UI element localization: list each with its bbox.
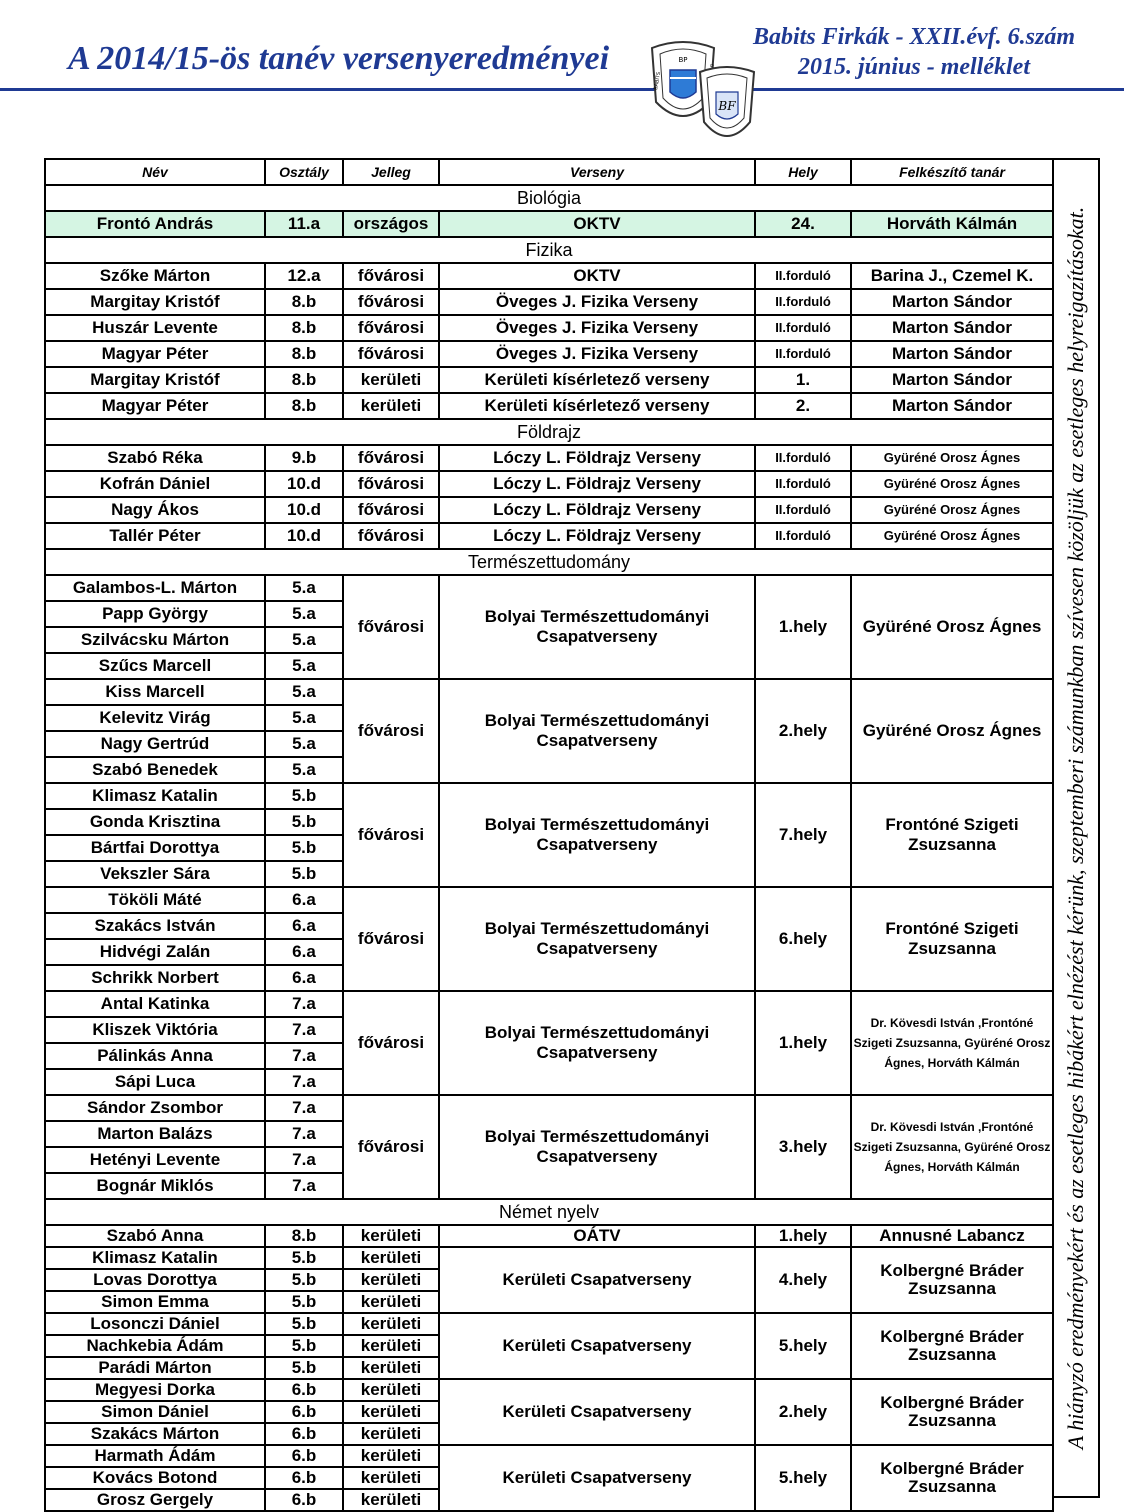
class: 10.d [265,497,343,523]
level: kerületi [343,1401,439,1423]
col-header-name: Név [45,159,265,185]
place: 6.hely [755,887,851,991]
place: 5.hely [755,1445,851,1511]
class: 6.a [265,965,343,991]
class: 5.a [265,679,343,705]
table-row [45,575,1053,601]
level: országos [343,211,439,237]
student-name: Antal Katinka [45,991,265,1017]
place: 2. [755,393,851,419]
class: 6.a [265,913,343,939]
student-name: Kelevitz Virág [45,705,265,731]
student-name: Kliszek Viktória [45,1017,265,1043]
col-header-competition: Verseny [439,159,755,185]
table-row [45,367,1053,393]
student-name: Simon Emma [45,1291,265,1313]
section-title: Földrajz [45,419,1053,445]
class: 11.a [265,211,343,237]
competition: Kerületi kísérletező verseny [439,367,755,393]
competition: Kerületi Csapatverseny [439,1379,755,1445]
place: 1.hely [755,1225,851,1247]
class: 10.d [265,523,343,549]
level: fővárosi [343,991,439,1095]
student-name: Vekszler Sára [45,861,265,887]
section-title: Természettudomány [45,549,1053,575]
teacher: Kolbergné Bráder Zsuzsanna [851,1445,1053,1511]
student-name: Harmath Ádám [45,1445,265,1467]
issue-line-1: Babits Firkák - XXII.évf. 6.szám [752,24,1076,50]
competition: Bolyai Természettudományi Csapatverseny [439,575,755,679]
class: 6.b [265,1445,343,1467]
col-header-class: Osztály [265,159,343,185]
class: 5.b [265,809,343,835]
table-row [45,679,1053,705]
side-note: A hiányzó eredményekért és az esetleges hibákért elnézést kérünk, szeptemberi számunkban szívesen közöljük az esetleges helyreigazításokat. [1063,206,1088,1450]
level: fővárosi [343,471,439,497]
table-row [45,1313,1053,1335]
place: II.forduló [755,263,851,289]
competition: Öveges J. Fizika Verseny [439,315,755,341]
page-title: A 2014/15-ös tanév versenyeredményei [68,40,610,77]
section-title: Fizika [45,237,1053,263]
level: kerületi [343,1379,439,1401]
place: 1. [755,367,851,393]
table-row [45,991,1053,1017]
student-name: Parádi Márton [45,1357,265,1379]
class: 6.b [265,1467,343,1489]
teacher: Frontóné Szigeti Zsuzsanna [851,887,1053,991]
section-title: Német nyelv [45,1199,1053,1225]
student-name: Magyar Péter [45,341,265,367]
page-header [0,0,1124,150]
class: 7.a [265,1147,343,1173]
teacher: Kolbergné Bráder Zsuzsanna [851,1379,1053,1445]
teacher: Frontóné Szigeti Zsuzsanna [851,783,1053,887]
teacher: Marton Sándor [851,315,1053,341]
teacher: Annusné Labancz [851,1225,1053,1247]
student-name: Nagy Gertrúd [45,731,265,757]
level: fővárosi [343,575,439,679]
class: 5.b [265,1357,343,1379]
student-name: Bártfai Dorottya [45,835,265,861]
competition: OKTV [439,211,755,237]
student-name: Klimasz Katalin [45,783,265,809]
teacher: Gyüréné Orosz Ágnes [851,471,1053,497]
student-name: Szabó Réka [45,445,265,471]
table-row [45,497,1053,523]
student-name: Szabó Benedek [45,757,265,783]
level: kerületi [343,1291,439,1313]
table-row [45,471,1053,497]
level: fővárosi [343,523,439,549]
logo-text-left: BABITS [653,71,663,91]
place: II.forduló [755,445,851,471]
place: II.forduló [755,497,851,523]
class: 5.a [265,731,343,757]
col-header-level: Jelleg [343,159,439,185]
teacher: Barina J., Czemel K. [851,263,1053,289]
competition: OKTV [439,263,755,289]
table-row [45,523,1053,549]
competition: Kerületi Csapatverseny [439,1445,755,1511]
student-name: Grosz Gergely [45,1489,265,1511]
class: 5.a [265,601,343,627]
level: fővárosi [343,289,439,315]
student-name: Simon Dániel [45,1401,265,1423]
class: 6.a [265,939,343,965]
class: 6.b [265,1423,343,1445]
student-name: Kofrán Dániel [45,471,265,497]
student-name: Hetényi Levente [45,1147,265,1173]
competition: Lóczy L. Földrajz Verseny [439,471,755,497]
place: 3.hely [755,1095,851,1199]
student-name: Megyesi Dorka [45,1379,265,1401]
table-row [45,445,1053,471]
table-row [45,341,1053,367]
competition: Bolyai Természettudományi Csapatverseny [439,887,755,991]
issue-info [734,22,1094,82]
col-header-teacher: Felkészítő tanár [851,159,1053,185]
competition: Lóczy L. Földrajz Verseny [439,497,755,523]
logo-text-top: BP [678,56,688,64]
table-header-row [45,159,1053,185]
student-name: Losonczi Dániel [45,1313,265,1335]
teacher: Kolbergné Bráder Zsuzsanna [851,1313,1053,1379]
class: 8.b [265,341,343,367]
issue-line-2: 2015. június - melléklet [797,54,1030,80]
place: 2.hely [755,679,851,783]
class: 6.b [265,1489,343,1511]
competition: Bolyai Természettudományi Csapatverseny [439,679,755,783]
table-row [45,263,1053,289]
student-name: Szűcs Marcell [45,653,265,679]
student-name: Margitay Kristóf [45,367,265,393]
level: kerületi [343,1335,439,1357]
results-body [45,185,1053,1511]
competition: Kerületi Csapatverseny [439,1313,755,1379]
level: kerületi [343,1269,439,1291]
teacher: Dr. Kövesdi István ,Frontóné Szigeti Zsuzsanna, Gyüréné Orosz Ágnes, Horváth Kálmán [851,991,1053,1095]
section-row-nemet [45,1199,1053,1225]
student-name: Szakács Márton [45,1423,265,1445]
place: II.forduló [755,289,851,315]
class: 5.a [265,705,343,731]
student-name: Marton Balázs [45,1121,265,1147]
class: 10.d [265,471,343,497]
student-name: Nachkebia Ádám [45,1335,265,1357]
place: 4.hely [755,1247,851,1313]
place: 1.hely [755,575,851,679]
teacher: Gyüréné Orosz Ágnes [851,497,1053,523]
student-name: Lovas Dorottya [45,1269,265,1291]
table-row [45,315,1053,341]
competition: Kerületi kísérletező verseny [439,393,755,419]
table-row [45,1445,1053,1467]
place: II.forduló [755,315,851,341]
teacher: Dr. Kövesdi István ,Frontóné Szigeti Zsuzsanna, Gyüréné Orosz Ágnes, Horváth Kálmán [851,1095,1053,1199]
class: 5.a [265,757,343,783]
class: 5.b [265,1335,343,1357]
student-name: Margitay Kristóf [45,289,265,315]
class: 8.b [265,315,343,341]
teacher: Gyüréné Orosz Ágnes [851,679,1053,783]
place: 7.hely [755,783,851,887]
place: 1.hely [755,991,851,1095]
table-row [45,783,1053,809]
level: fővárosi [343,263,439,289]
section-row-termtud [45,549,1053,575]
table-row [45,289,1053,315]
level: fővárosi [343,315,439,341]
place: 5.hely [755,1313,851,1379]
class: 6.a [265,887,343,913]
class: 9.b [265,445,343,471]
student-name: Szőke Márton [45,263,265,289]
teacher: Marton Sándor [851,341,1053,367]
student-name: Szilvácsku Márton [45,627,265,653]
class: 5.b [265,861,343,887]
class: 5.b [265,1269,343,1291]
teacher: Marton Sándor [851,289,1053,315]
table-row [45,1379,1053,1401]
teacher: Marton Sándor [851,393,1053,419]
competition: Lóczy L. Földrajz Verseny [439,445,755,471]
level: fővárosi [343,783,439,887]
teacher: Gyüréné Orosz Ágnes [851,523,1053,549]
place: 2.hely [755,1379,851,1445]
results-table [44,158,1054,1512]
competition: Öveges J. Fizika Verseny [439,289,755,315]
level: kerületi [343,1445,439,1467]
table-row [45,887,1053,913]
section-row-foldrajz [45,419,1053,445]
level: kerületi [343,1225,439,1247]
student-name: Magyar Péter [45,393,265,419]
class: 7.a [265,1017,343,1043]
level: kerületi [343,1357,439,1379]
level: fővárosi [343,1095,439,1199]
col-header-place: Hely [755,159,851,185]
competition: Lóczy L. Földrajz Verseny [439,523,755,549]
competition: Bolyai Természettudományi Csapatverseny [439,1095,755,1199]
class: 5.b [265,835,343,861]
class: 7.a [265,1095,343,1121]
student-name: Schrikk Norbert [45,965,265,991]
level: kerületi [343,393,439,419]
place: II.forduló [755,471,851,497]
level: kerületi [343,367,439,393]
place: 24. [755,211,851,237]
student-name: Frontó András [45,211,265,237]
student-name: Bognár Miklós [45,1173,265,1199]
level: kerületi [343,1313,439,1335]
class: 5.b [265,1313,343,1335]
teacher: Horváth Kálmán [851,211,1053,237]
student-name: Papp György [45,601,265,627]
level: kerületi [343,1489,439,1511]
class: 5.a [265,627,343,653]
level: fővárosi [343,497,439,523]
level: kerületi [343,1247,439,1269]
level: fővárosi [343,341,439,367]
class: 12.a [265,263,343,289]
student-name: Hidvégi Zalán [45,939,265,965]
section-row-fizika [45,237,1053,263]
class: 8.b [265,1225,343,1247]
teacher: Gyüréné Orosz Ágnes [851,575,1053,679]
student-name: Nagy Ákos [45,497,265,523]
level: fővárosi [343,679,439,783]
student-name: Tallér Péter [45,523,265,549]
class: 5.b [265,1291,343,1313]
class: 8.b [265,289,343,315]
class: 5.a [265,653,343,679]
newspaper-logo-icon [696,66,758,150]
student-name: Kiss Marcell [45,679,265,705]
competition: Bolyai Természettudományi Csapatverseny [439,991,755,1095]
student-name: Tököli Máté [45,887,265,913]
class: 5.b [265,783,343,809]
student-name: Sándor Zsombor [45,1095,265,1121]
level: fővárosi [343,887,439,991]
student-name: Sápi Luca [45,1069,265,1095]
table-row [45,393,1053,419]
table-row [45,211,1053,237]
class: 8.b [265,367,343,393]
place: II.forduló [755,523,851,549]
student-name: Szakács István [45,913,265,939]
place: II.forduló [755,341,851,367]
class: 7.a [265,1173,343,1199]
class: 7.a [265,1069,343,1095]
class: 6.b [265,1401,343,1423]
competition: Bolyai Természettudományi Csapatverseny [439,783,755,887]
class: 7.a [265,1043,343,1069]
section-row-biologia [45,185,1053,211]
header-rule [0,88,1124,91]
competition: OÁTV [439,1225,755,1247]
logo2-text: BF [718,99,736,113]
student-name: Kovács Botond [45,1467,265,1489]
class: 8.b [265,393,343,419]
student-name: Huszár Levente [45,315,265,341]
class: 7.a [265,991,343,1017]
competition: Öveges J. Fizika Verseny [439,341,755,367]
level: kerületi [343,1423,439,1445]
class: 5.a [265,575,343,601]
student-name: Pálinkás Anna [45,1043,265,1069]
student-name: Gonda Krisztina [45,809,265,835]
class: 5.b [265,1247,343,1269]
level: kerületi [343,1467,439,1489]
level: fővárosi [343,445,439,471]
student-name: Szabó Anna [45,1225,265,1247]
table-row [45,1225,1053,1247]
table-row [45,1247,1053,1269]
class: 7.a [265,1121,343,1147]
competition: Kerületi Csapatverseny [439,1247,755,1313]
teacher: Gyüréné Orosz Ágnes [851,445,1053,471]
student-name: Klimasz Katalin [45,1247,265,1269]
teacher: Kolbergné Bráder Zsuzsanna [851,1247,1053,1313]
section-title: Biológia [45,185,1053,211]
table-row [45,1095,1053,1121]
student-name: Galambos-L. Márton [45,575,265,601]
teacher: Marton Sándor [851,367,1053,393]
class: 6.b [265,1379,343,1401]
